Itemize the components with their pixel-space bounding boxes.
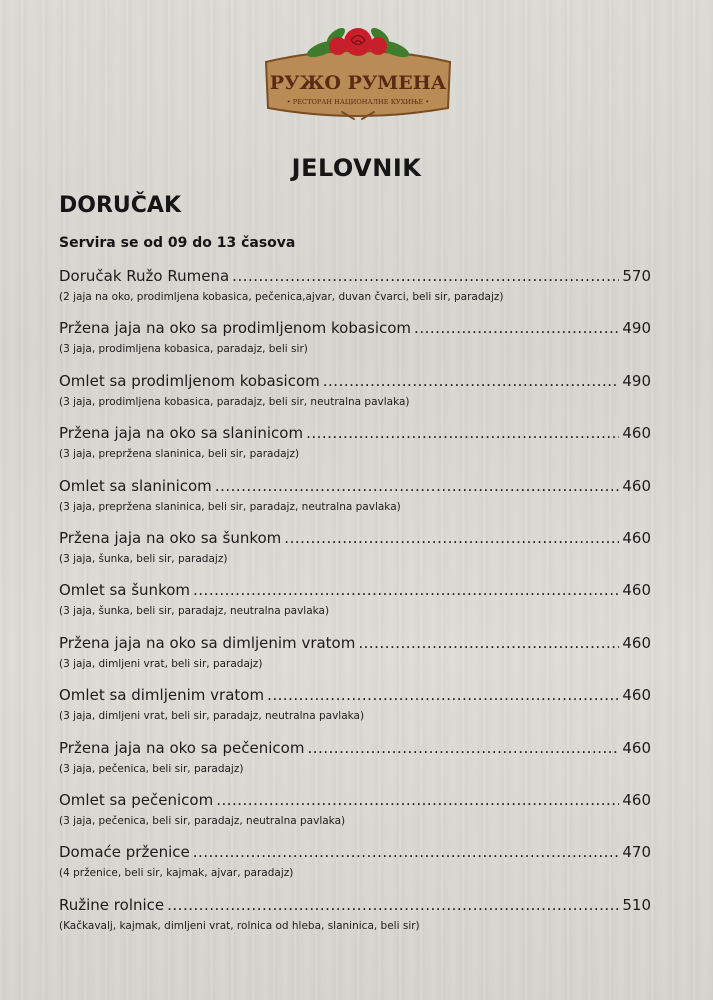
menu-items-list xyxy=(59,264,651,945)
menu-item xyxy=(59,316,651,368)
item-description: (3 jaja, šunka, beli sir, paradajz, neutralna pavlaka) xyxy=(59,605,330,618)
item-description: (4 prženice, beli sir, kajmak, ajvar, paradajz) xyxy=(59,867,294,880)
item-description: (2 jaja na oko, prodimljena kobasica, pečenica,ajvar, duvan čvarci, beli sir, paradajz) xyxy=(59,291,504,303)
rose-center xyxy=(344,28,372,56)
item-price: 470 xyxy=(622,843,651,862)
section-title: DORUČAK xyxy=(59,193,181,218)
item-price: 510 xyxy=(622,895,651,914)
dot-leader xyxy=(167,893,619,917)
logo-brand-name: РУЖО РУМЕНА xyxy=(269,72,447,94)
item-name: Domaće prženice xyxy=(59,843,190,862)
item-description: (3 jaja, dimljeni vrat, beli sir, paradajz) xyxy=(59,657,263,670)
item-price: 460 xyxy=(622,738,651,757)
menu-item xyxy=(59,736,651,788)
item-price: 490 xyxy=(622,319,651,338)
menu-item xyxy=(59,788,651,840)
logo-tagline: • РЕСТОРАН НАЦИОНАЛНЕ КУХИЊЕ • xyxy=(286,98,430,106)
item-name: Pržena jaja na oko sa dimljenim vratom xyxy=(59,633,356,652)
item-price: 460 xyxy=(622,476,651,495)
item-description: (3 jaja, prodimljena kobasica, paradajz, beli sir, neutralna pavlaka) xyxy=(59,395,410,408)
item-name: Omlet sa dimljenim vratom xyxy=(59,686,265,705)
menu-item xyxy=(59,893,651,945)
dot-leader xyxy=(307,736,619,760)
dot-leader xyxy=(414,316,619,340)
item-description: (3 jaja, dimljeni vrat, beli sir, paradajz, neutralna pavlaka) xyxy=(59,710,365,723)
item-name: Omlet sa pečenicom xyxy=(59,790,214,809)
dot-leader xyxy=(232,264,619,288)
item-name: Omlet sa slaninicom xyxy=(59,476,212,495)
menu-item xyxy=(59,840,651,892)
item-name: Pržena jaja na oko sa šunkom xyxy=(59,528,282,547)
item-price: 460 xyxy=(622,424,651,443)
item-name: Doručak Ružo Rumena xyxy=(59,267,230,285)
item-description: (3 jaja, prepržena slaninica, beli sir, paradajz) xyxy=(59,448,300,461)
item-description: (Kačkavalj, kajmak, dimljeni vrat, rolnica od hleba, slaninica, beli sir) xyxy=(59,919,420,932)
item-name: Omlet sa šunkom xyxy=(59,581,191,600)
menu-item xyxy=(59,369,651,421)
item-price: 460 xyxy=(622,581,651,600)
menu-item xyxy=(59,421,651,473)
rose-right xyxy=(369,37,387,55)
serving-hours: Servira se od 09 do 13 časova xyxy=(59,235,296,251)
menu-item xyxy=(59,526,651,578)
item-price: 570 xyxy=(622,267,651,285)
menu-item xyxy=(59,264,651,316)
item-price: 460 xyxy=(622,790,651,809)
dot-leader xyxy=(267,683,619,707)
menu-item xyxy=(59,578,651,630)
item-name: Pržena jaja na oko sa slaninicom xyxy=(59,424,304,443)
rose-left xyxy=(329,37,347,55)
dot-leader xyxy=(215,474,620,498)
item-description: (3 jaja, prodimljena kobasica, paradajz, beli sir) xyxy=(59,343,308,356)
item-price: 490 xyxy=(622,371,651,390)
dot-leader xyxy=(284,526,619,550)
item-name: Omlet sa prodimljenom kobasicom xyxy=(59,371,320,390)
item-price: 460 xyxy=(622,528,651,547)
item-description: (3 jaja, pečenica, beli sir, paradajz, neutralna pavlaka) xyxy=(59,814,346,827)
item-description: (3 jaja, šunka, beli sir, paradajz) xyxy=(59,552,228,565)
item-name: Ružine rolnice xyxy=(59,895,165,914)
menu-item xyxy=(59,631,651,683)
menu-title: JELOVNIK xyxy=(291,154,422,182)
dot-leader xyxy=(306,421,619,445)
menu-item xyxy=(59,683,651,735)
item-description: (3 jaja, pečenica, beli sir, paradajz) xyxy=(59,762,244,775)
restaurant-logo xyxy=(258,22,458,126)
item-name: Pržena jaja na oko sa prodimljenom kobasicom xyxy=(59,319,412,338)
dot-leader xyxy=(193,578,619,602)
item-price: 460 xyxy=(622,686,651,705)
dot-leader xyxy=(216,788,619,812)
dot-leader xyxy=(323,369,620,393)
item-description: (3 jaja, prepržena slaninica, beli sir, paradajz, neutralna pavlaka) xyxy=(59,500,401,513)
item-price: 460 xyxy=(622,633,651,652)
dot-leader xyxy=(193,840,620,864)
dot-leader xyxy=(358,631,619,655)
item-name: Pržena jaja na oko sa pečenicom xyxy=(59,738,305,757)
menu-item xyxy=(59,474,651,526)
